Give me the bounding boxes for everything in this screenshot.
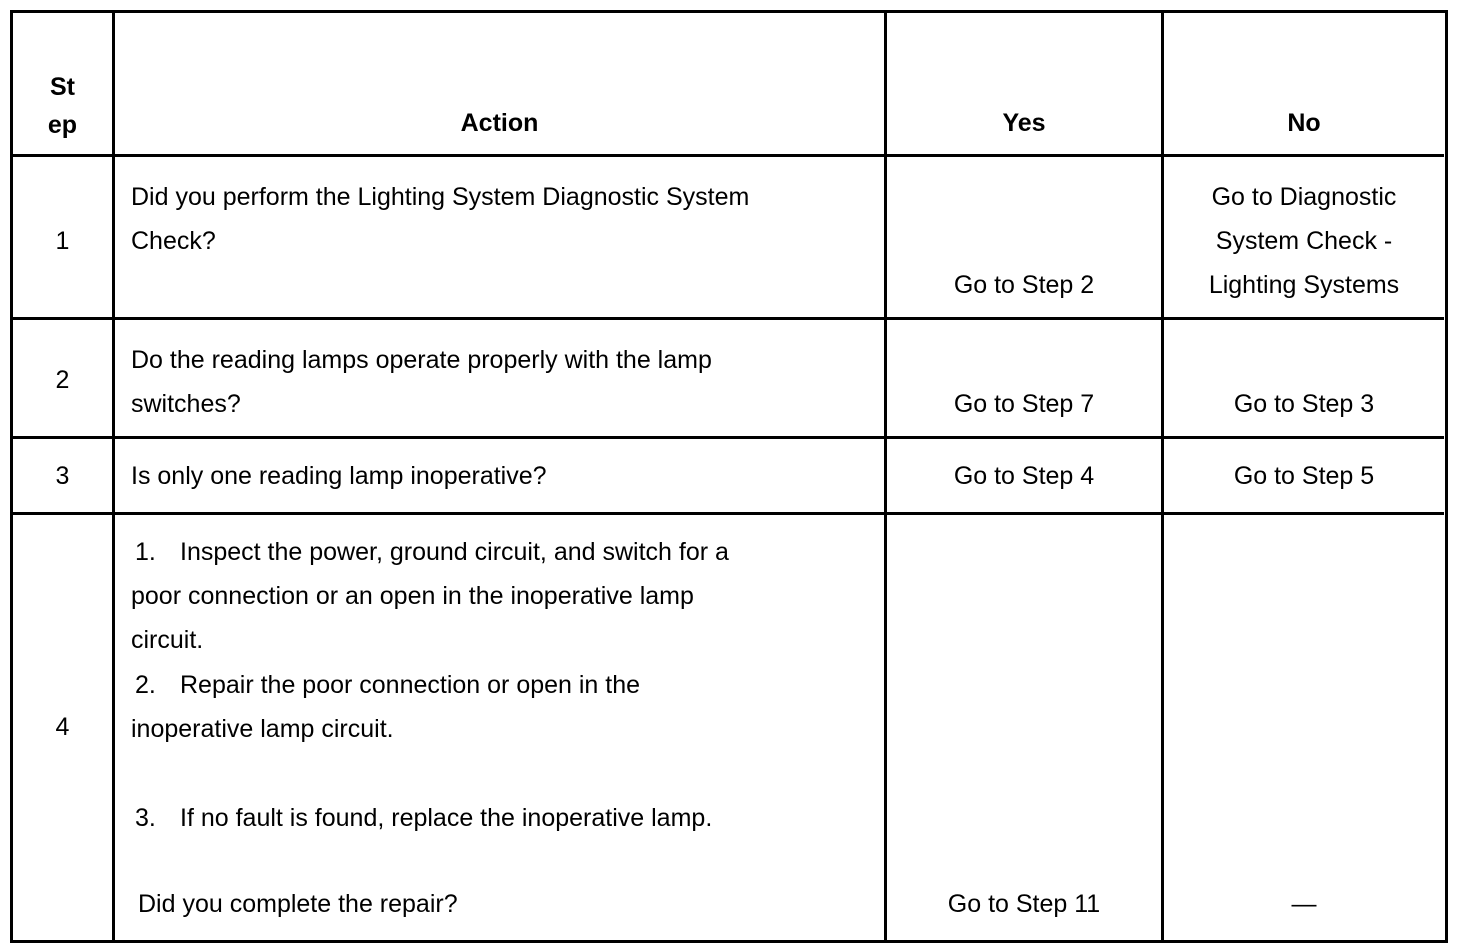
yes-cell-2 (887, 320, 1164, 439)
step-number-4: 4 (55, 713, 70, 741)
no-text-1-line2: System Check - (1215, 227, 1393, 255)
action-text-1-line2: Check? (131, 227, 216, 255)
yes-cell-4 (887, 515, 1164, 940)
action-item-2-line2: inoperative lamp circuit. (131, 715, 394, 743)
action-cell-4 (115, 515, 887, 940)
action-item-1-line3: circuit. (131, 626, 204, 654)
step-cell-4 (13, 515, 115, 940)
no-text-1-line1: Go to Diagnostic (1211, 183, 1397, 211)
yes-text-1: Go to Step 2 (953, 271, 1095, 299)
no-text-1-line3: Lighting Systems (1208, 271, 1400, 299)
step-cell-1 (13, 157, 115, 320)
action-item-2-number: 2. (135, 671, 156, 699)
header-step-line1: St (50, 73, 75, 101)
header-action-cell (115, 13, 887, 157)
header-no: No (1287, 109, 1321, 137)
no-cell-3 (1164, 439, 1444, 515)
step-cell-3 (13, 439, 115, 515)
no-text-3: Go to Step 5 (1233, 462, 1375, 490)
action-cell-1 (115, 157, 887, 320)
yes-text-3: Go to Step 4 (953, 462, 1095, 490)
step-number-3: 3 (55, 462, 70, 490)
yes-text-2: Go to Step 7 (953, 390, 1095, 418)
no-text-2: Go to Step 3 (1233, 390, 1375, 418)
action-text-2-line2: switches? (131, 390, 241, 418)
action-question-4: Did you complete the repair? (138, 890, 458, 918)
step-number-2: 2 (55, 366, 70, 394)
header-no-cell (1164, 13, 1444, 157)
action-item-1-line1: Inspect the power, ground circuit, and switch for a (180, 538, 729, 566)
no-text-4: — (1291, 890, 1317, 918)
header-step-line2: ep (47, 111, 78, 139)
header-yes-cell (887, 13, 1164, 157)
yes-cell-3 (887, 439, 1164, 515)
action-cell-3 (115, 439, 887, 515)
no-cell-4 (1164, 515, 1444, 940)
action-text-2-line1: Do the reading lamps operate properly with the lamp (131, 346, 712, 374)
header-yes: Yes (1002, 109, 1046, 137)
action-item-1-line2: poor connection or an open in the inoperative lamp (131, 582, 694, 610)
action-text-1-line1: Did you perform the Lighting System Diagnostic System (131, 183, 750, 211)
action-item-2-line1: Repair the poor connection or open in the (180, 671, 641, 699)
step-number-1: 1 (55, 227, 70, 255)
yes-cell-1 (887, 157, 1164, 320)
header-action: Action (460, 109, 539, 137)
diagnostic-table (10, 10, 1448, 943)
action-item-3-number: 3. (135, 804, 156, 832)
action-item-1-number: 1. (135, 538, 156, 566)
action-item-3-line1: If no fault is found, replace the inoperative lamp. (180, 804, 713, 832)
action-text-3: Is only one reading lamp inoperative? (131, 462, 547, 490)
no-cell-2 (1164, 320, 1444, 439)
yes-text-4: Go to Step 11 (947, 890, 1101, 918)
header-step-cell (13, 13, 115, 157)
action-cell-2 (115, 320, 887, 439)
step-cell-2 (13, 320, 115, 439)
no-cell-1 (1164, 157, 1444, 320)
